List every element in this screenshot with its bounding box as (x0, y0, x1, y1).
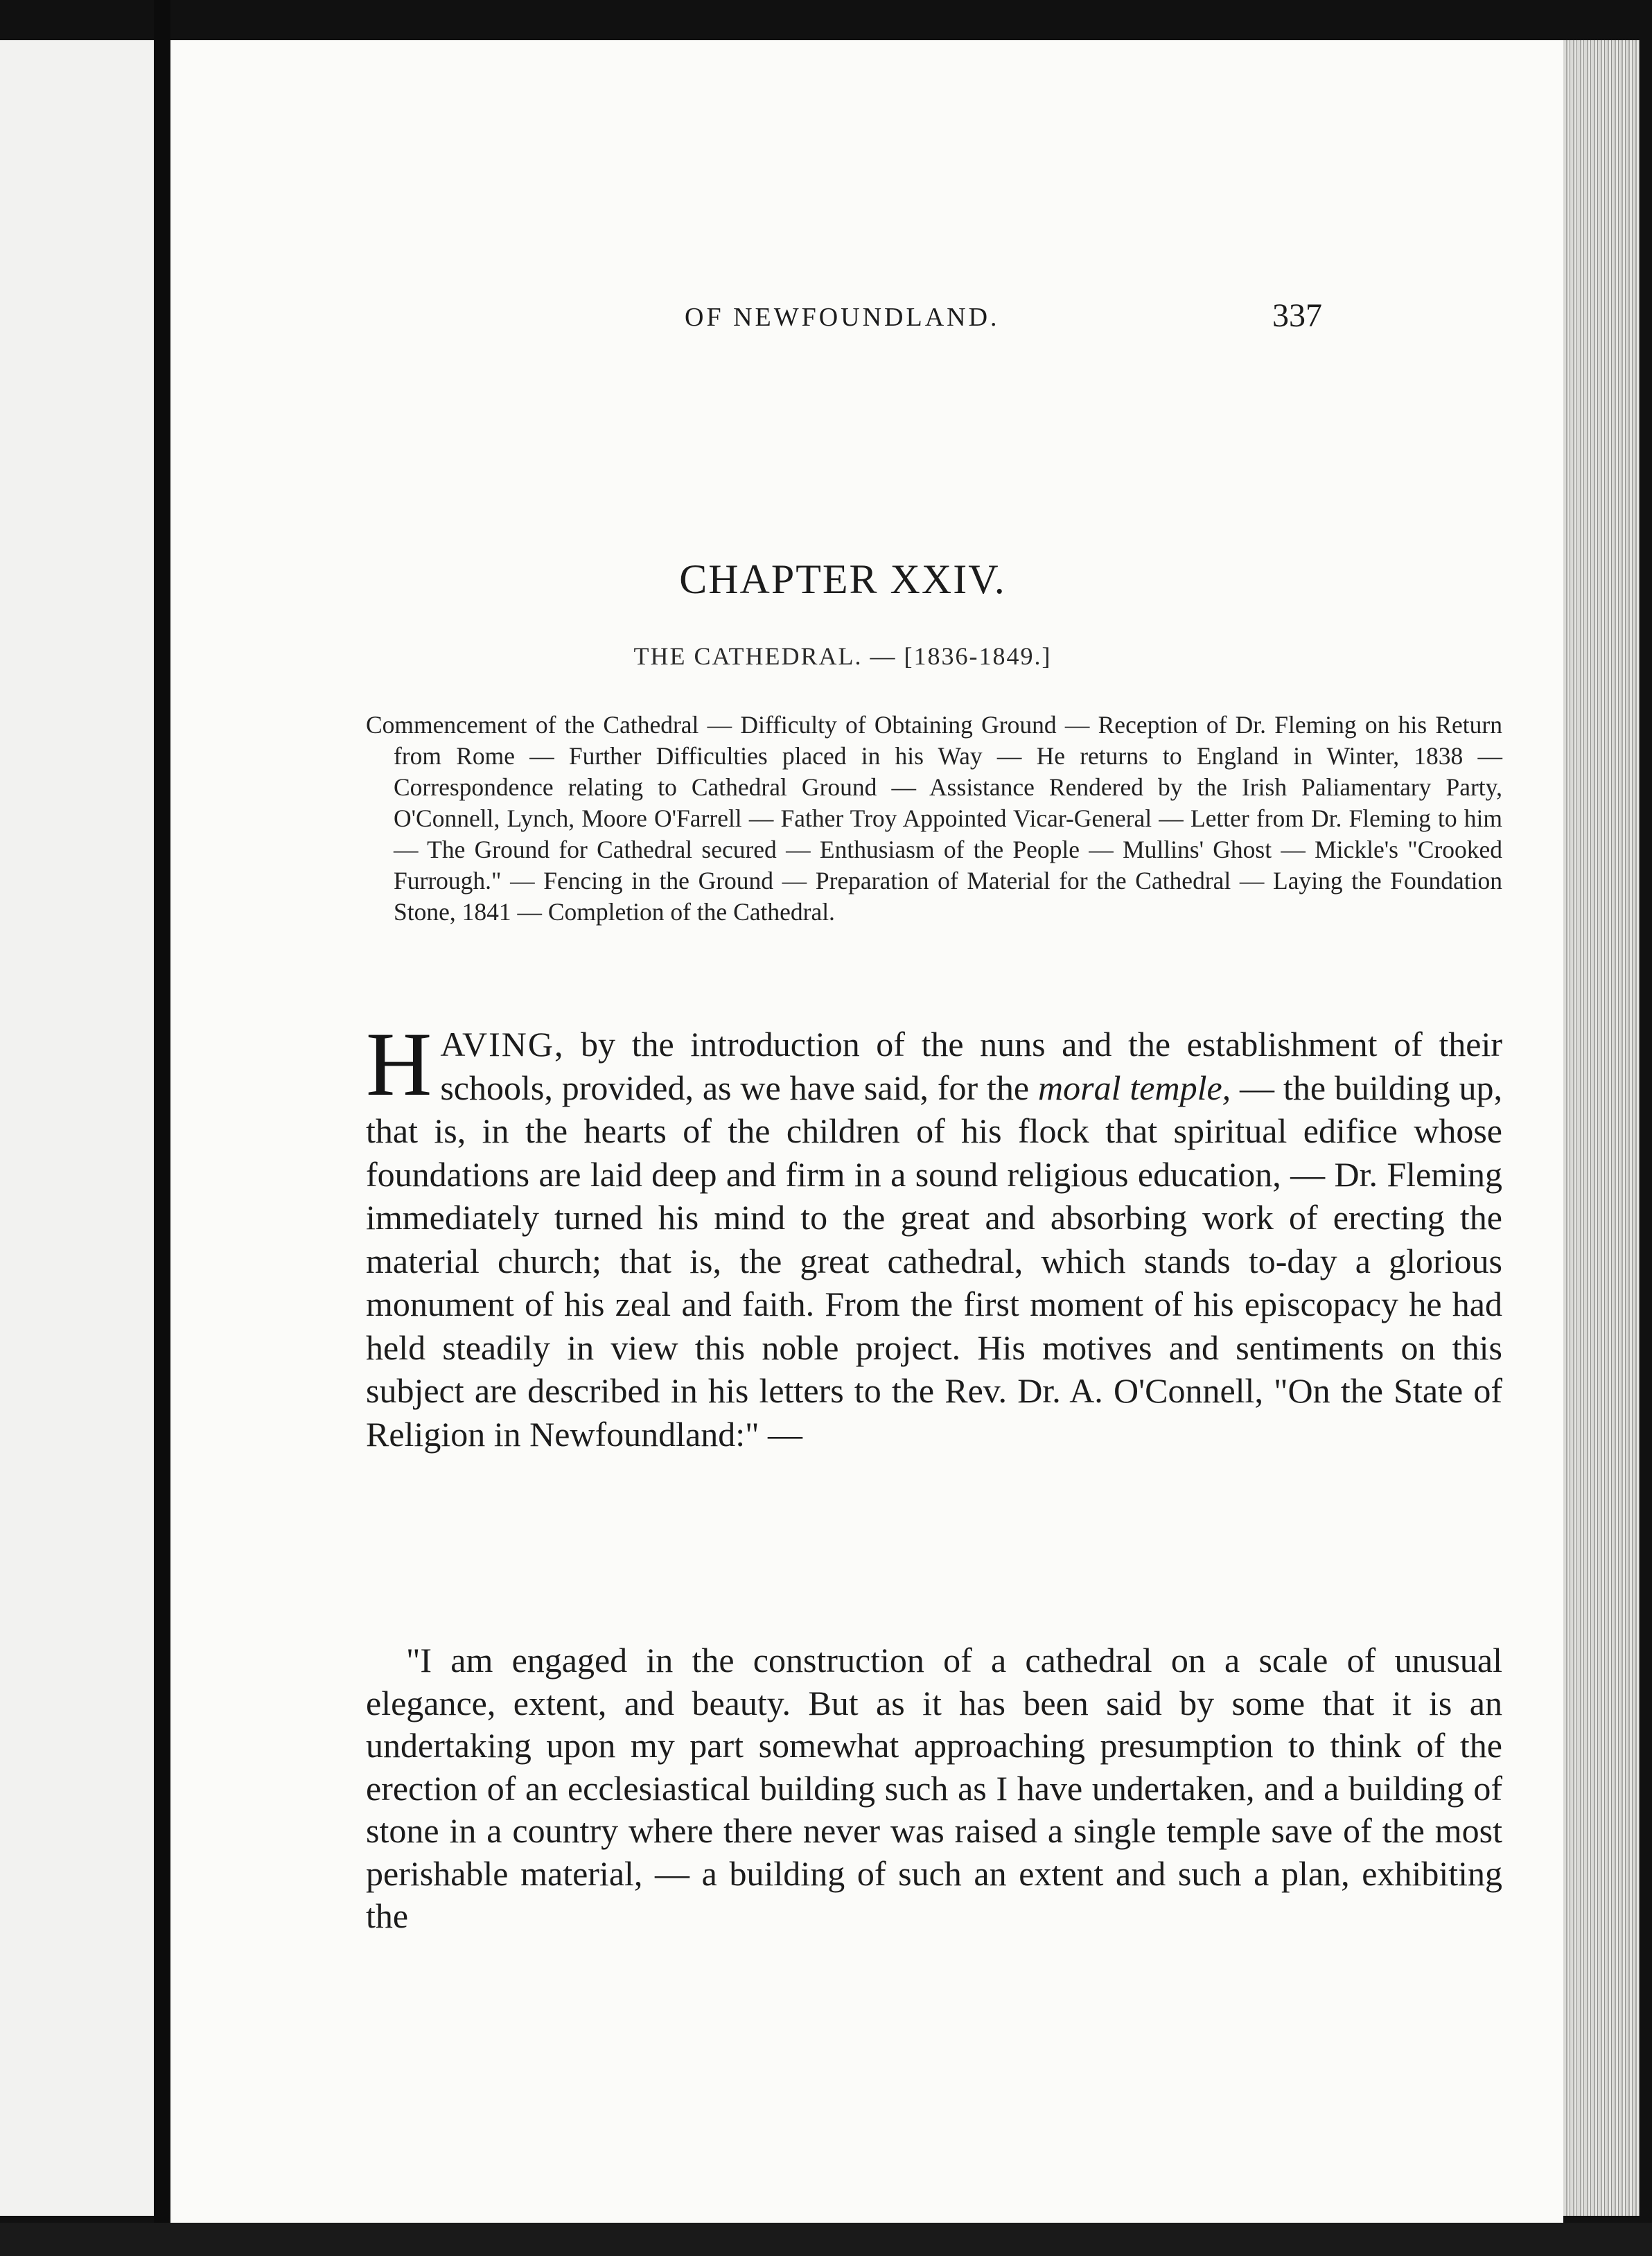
facing-page-edge (0, 40, 155, 2216)
page-stack-edge (1563, 40, 1640, 2216)
page-number: 337 (1272, 297, 1322, 334)
running-title: OF NEWFOUNDLAND. (685, 303, 1000, 332)
running-header (170, 297, 1563, 345)
chapter-subtitle: THE CATHEDRAL. — [1836-1849.] (633, 642, 1052, 670)
opening-lead-smallcaps: AVING, (440, 1025, 565, 1064)
book-gutter (154, 0, 170, 2256)
quoted-letter-paragraph: "I am engaged in the construction of a cathedral on a scale of unusual elegance, extent, and beauty. But as it has been said by some that it is an undertaking upon my part somewhat approaching presumption to think of the erection of an ecclesiastical building such as I have undertaken, and a building of stone in a country where there never was raised a single temple save of the most perishable material, — a building of such an extent and such a plan, exhibiting the (366, 1641, 1502, 1935)
book-page (170, 40, 1563, 2223)
chapter-title: CHAPTER XXIV. (679, 556, 1006, 602)
chapter-synopsis: Commencement of the Cathedral — Difficulty of Obtaining Ground — Reception of Dr. Fleming on his Return from Rome — Further Difficulties placed in his Way — He returns to England in Winter, 1838 — Correspondence relating to Cathedral Ground — Assistance Rendered by the Irish Paliamentary Party, O'Connell, Lynch, Moore O'Farrell — Father Troy Appointed Vicar-General — Letter from Dr. Fleming to him — The Ground for Cathedral secured — Enthusiasm of the People — Mullins' Ghost — Mickle's "Crooked Furrough." — Fencing in the Ground — Preparation of Material for the Cathedral — Laying the Foundation Stone, 1841 — Completion of the Cathedral. (366, 711, 1502, 926)
opening-text-part2: — the building up, that is, in the hearts of the children of his flock that spiritual edifice whose foundations are laid deep and firm in a sound religious education, — Dr. Fleming immediately turned his mind to the great and absorbing work of erecting the material church; that is, the great cathedral, which stands to-day a glorious monument of his zeal and faith. From the first moment of his episcopacy he had held steadily in view this noble project. His motives and sentiments on this subject are described in his letters to the Rev. Dr. A. O'Connell, "On the State of Religion in Newfoundland:" — (366, 1068, 1503, 1454)
drop-cap: H (366, 1013, 432, 1115)
opening-paragraph (366, 1013, 1503, 1456)
opening-text-part1: by the introduction of the nuns and the establishment of their schools, provided, as we have said, for the (440, 1025, 1502, 1107)
italic-phrase: moral temple, (1038, 1068, 1231, 1107)
scan-bottom-border (0, 2223, 1652, 2256)
